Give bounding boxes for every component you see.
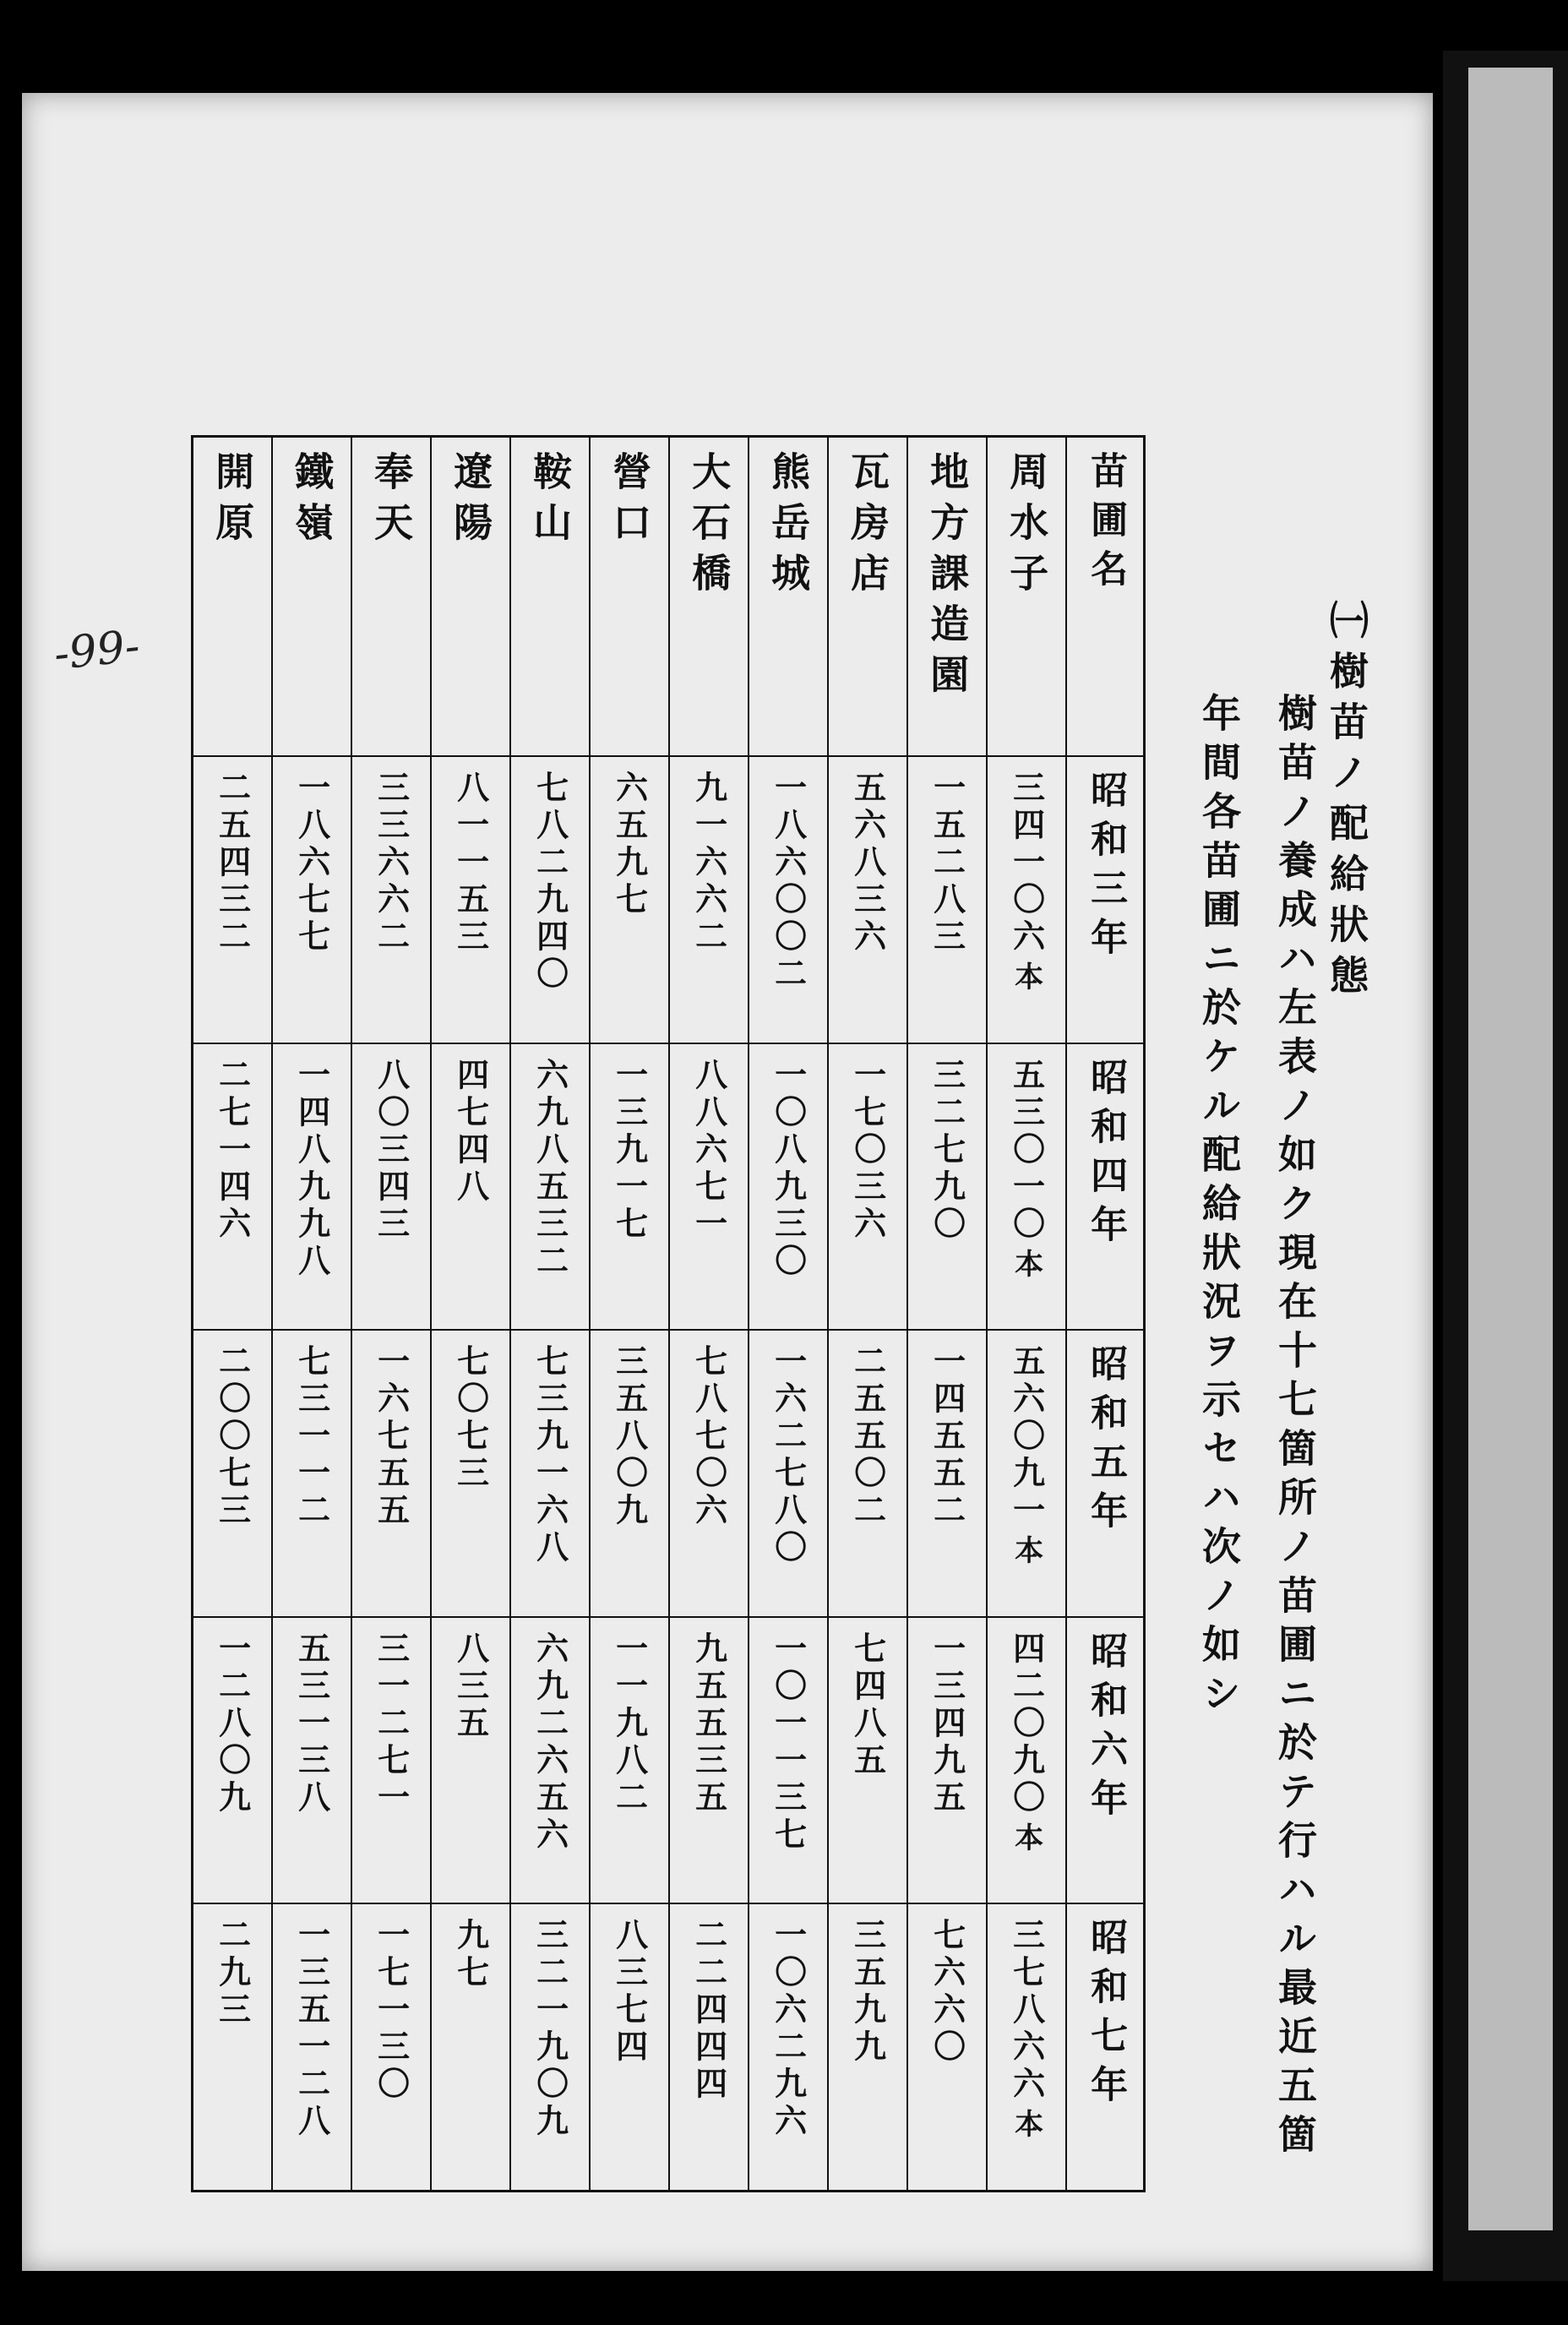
unit-label: 本	[1009, 1535, 1043, 1570]
year-header: 昭和三年	[1066, 756, 1144, 1043]
document-page	[22, 93, 1433, 2271]
table-cell: 八一一五三	[431, 756, 510, 1043]
table-cell: 一六二七八〇	[749, 1330, 828, 1617]
year-header: 昭和七年	[1066, 1903, 1144, 2191]
section-heading: ㈠樹苗ノ配給狀態	[1324, 600, 1369, 1005]
year-header: 昭和四年	[1066, 1043, 1144, 1331]
table-cell: 五三一三八	[272, 1617, 351, 1904]
table-cell: 一二八〇九	[193, 1617, 273, 1904]
table-cell: 一六七五五	[351, 1330, 431, 1617]
nursery-name: 奉天	[351, 437, 431, 757]
table-cell: 二五五〇二	[828, 1330, 907, 1617]
table-cell: 七八七〇六	[669, 1330, 749, 1617]
nursery-name: 遼陽	[431, 437, 510, 757]
table-cell: 一八六〇〇二	[749, 756, 828, 1043]
table-cell: 八三五	[431, 1617, 510, 1904]
table-cell: 二七一四六	[193, 1043, 273, 1331]
table-row	[669, 437, 749, 2192]
nursery-name: 周水子	[987, 437, 1066, 757]
table-row	[272, 437, 351, 2192]
cell-value: 五三〇一〇	[1007, 1057, 1046, 1244]
table-cell: 五六八三六	[828, 756, 907, 1043]
table-cell: 八〇三四三	[351, 1043, 431, 1331]
table-row	[510, 437, 590, 2192]
nursery-name: 鐵嶺	[272, 437, 351, 757]
table-cell	[987, 1617, 1066, 1904]
table-cell: 一八六七七	[272, 756, 351, 1043]
table-row	[351, 437, 431, 2192]
table-cell: 四七四八	[431, 1043, 510, 1331]
table-cell: 一七一三〇	[351, 1903, 431, 2191]
table-cell: 七〇七三	[431, 1330, 510, 1617]
table-cell	[987, 1330, 1066, 1617]
nursery-name: 熊岳城	[749, 437, 828, 757]
cell-value: 三四一〇六	[1007, 770, 1046, 957]
table-cell: 六五九七	[590, 756, 669, 1043]
year-header: 昭和六年	[1066, 1617, 1144, 1904]
table-cell: 一〇一一三七	[749, 1617, 828, 1904]
table-row	[193, 437, 273, 2192]
nursery-name: 大石橋	[669, 437, 749, 757]
seedling-distribution-table-wrap	[191, 435, 1146, 2192]
table-row	[987, 437, 1066, 2192]
table-cell: 二二四四四	[669, 1903, 749, 2191]
table-cell: 二〇〇七三	[193, 1330, 273, 1617]
table-cell: 三二一九〇九	[510, 1903, 590, 2191]
table-cell: 七四八五	[828, 1617, 907, 1904]
table-cell	[987, 1903, 1066, 2191]
table-cell: 一三五一二八	[272, 1903, 351, 2191]
table-row	[749, 437, 828, 2192]
unit-label: 本	[1009, 961, 1043, 996]
table-cell: 三三六六二	[351, 756, 431, 1043]
table-cell: 九一六六二	[669, 756, 749, 1043]
cell-value: 三七八六六	[1007, 1918, 1046, 2104]
cell-value: 五六〇九一	[1007, 1344, 1046, 1531]
adjacent-page-edge	[1468, 68, 1553, 2230]
table-cell: 六九八五三二	[510, 1043, 590, 1331]
table-cell: 一四八九九八	[272, 1043, 351, 1331]
table-cell: 七三九一六八	[510, 1330, 590, 1617]
table-cell: 一三九一七	[590, 1043, 669, 1331]
table-cell: 三五八〇九	[590, 1330, 669, 1617]
intro-paragraph: 樹苗ノ養成ハ左表ノ如ク現在十七箇所ノ苗圃ニ於テ行ハル最近五箇年間各苗圃ニ於ケル配給狀況ヲ示セハ次ノ如シ	[1196, 693, 1318, 2163]
table-row	[431, 437, 510, 2192]
table-cell: 二五四三二	[193, 756, 273, 1043]
table-cell: 一〇八九三〇	[749, 1043, 828, 1331]
unit-label: 本	[1009, 1821, 1043, 1856]
table-cell: 七六六〇	[907, 1903, 987, 2191]
table-cell: 一七〇三六	[828, 1043, 907, 1331]
table-cell: 三五九九	[828, 1903, 907, 2191]
table-row	[590, 437, 669, 2192]
table-cell: 九七	[431, 1903, 510, 2191]
corner-header: 苗圃名	[1066, 437, 1144, 757]
nursery-name: 開原	[193, 437, 273, 757]
table-cell	[987, 1043, 1066, 1331]
unit-label: 本	[1009, 1248, 1043, 1282]
nursery-name: 營口	[590, 437, 669, 757]
table-cell: 七三一一二	[272, 1330, 351, 1617]
table-row	[907, 437, 987, 2192]
table-cell: 九五五三五	[669, 1617, 749, 1904]
table-row	[828, 437, 907, 2192]
cell-value: 四二〇九〇	[1007, 1631, 1046, 1817]
table-cell: 六九二六五六	[510, 1617, 590, 1904]
table-header-row	[1066, 437, 1144, 2192]
table-cell: 八八六七一	[669, 1043, 749, 1331]
table-cell: 二九三	[193, 1903, 273, 2191]
table-cell: 三二七九〇	[907, 1043, 987, 1331]
table-cell	[987, 756, 1066, 1043]
table-cell: 一一九八二	[590, 1617, 669, 1904]
nursery-name: 地方課造園	[907, 437, 987, 757]
table-cell: 七八二九四〇	[510, 756, 590, 1043]
nursery-name: 瓦房店	[828, 437, 907, 757]
table-cell: 一五二八三	[907, 756, 987, 1043]
table-cell: 八三七四	[590, 1903, 669, 2191]
page-number: -99-	[52, 620, 143, 681]
table-cell: 一三四九五	[907, 1617, 987, 1904]
unit-label: 本	[1009, 2109, 1043, 2143]
table-cell: 一〇六二九六	[749, 1903, 828, 2191]
year-header: 昭和五年	[1066, 1330, 1144, 1617]
table-cell: 一四五五二	[907, 1330, 987, 1617]
nursery-name: 鞍山	[510, 437, 590, 757]
seedling-distribution-table	[191, 435, 1146, 2192]
table-cell: 三一二七一	[351, 1617, 431, 1904]
